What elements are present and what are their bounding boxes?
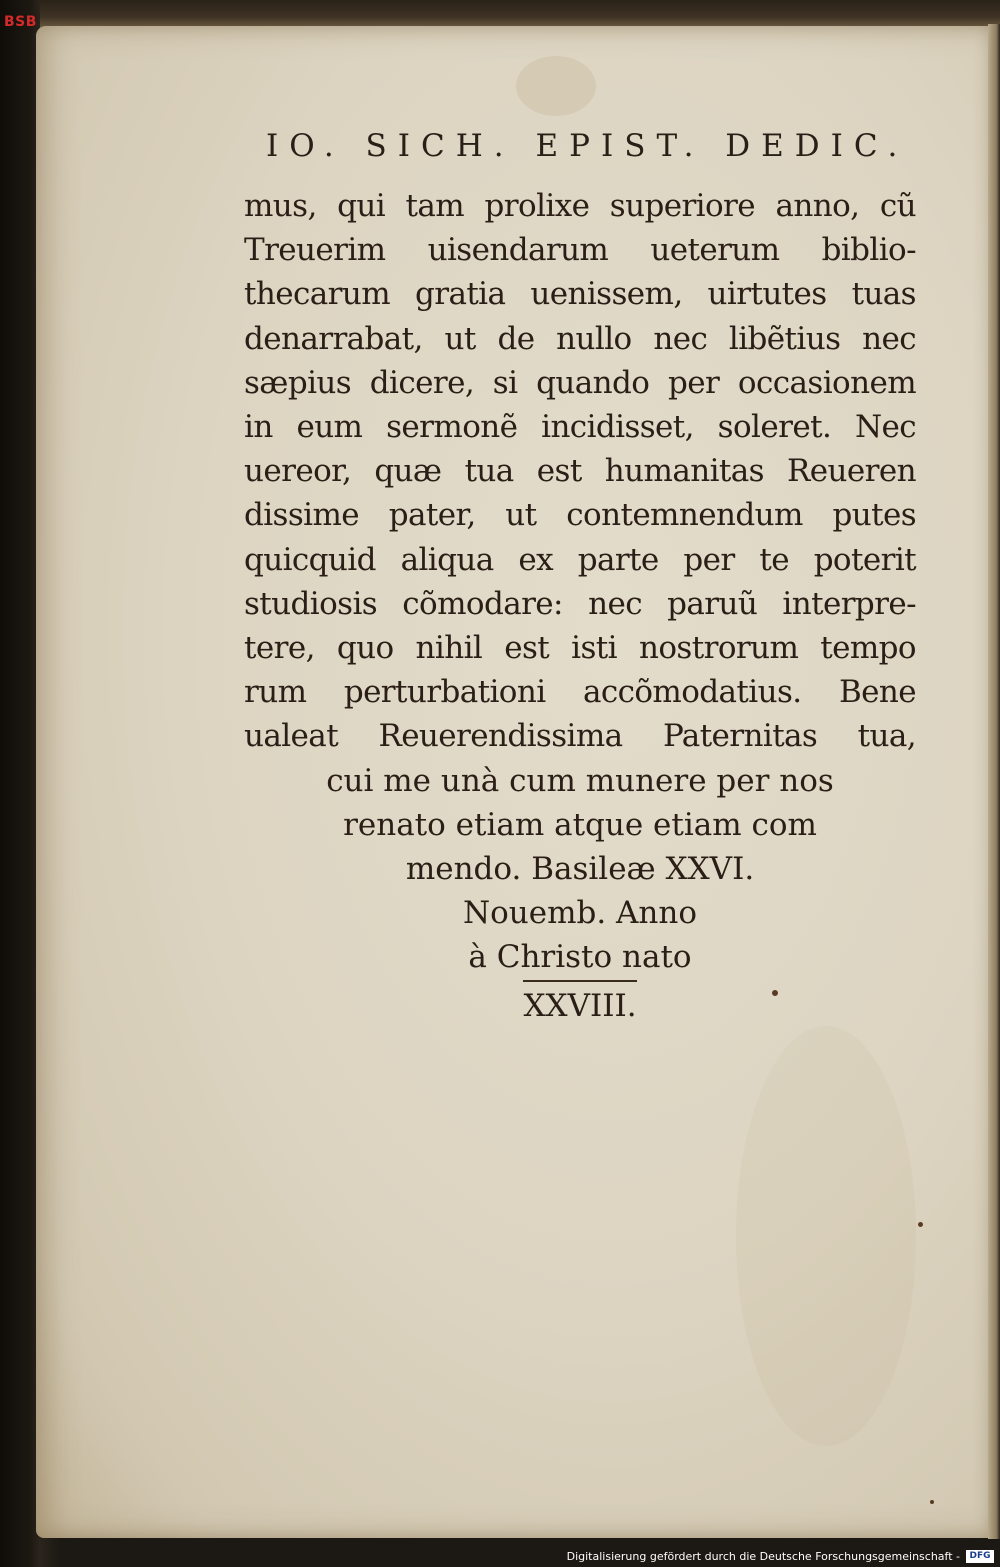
text-line: studiosis cõmodare: nec paruũ interpre- xyxy=(244,585,916,622)
text-line: rum perturbationi accõmodatius. Bene xyxy=(244,674,916,711)
ink-speck xyxy=(772,990,778,996)
running-head: IO. SICH. EPIST. DEDIC. xyxy=(266,128,909,164)
text-line: dissime pater, ut contemnendum putes xyxy=(244,497,916,534)
text-line: uereor, quæ tua est humanitas Reueren xyxy=(244,453,916,490)
bsb-logo: BSB xyxy=(4,14,37,30)
dfg-logo: DFG xyxy=(966,1550,994,1563)
text-line: ualeat Reuerendissima Paternitas tua, xyxy=(244,718,916,755)
closing-date-line: XXVIII. xyxy=(523,980,636,1028)
text-line: thecarum gratia uenissem, uirtutes tuas xyxy=(244,276,916,313)
page-edge xyxy=(988,24,1000,1539)
ink-speck xyxy=(918,1222,923,1227)
closing-line: à Christo nato xyxy=(468,939,692,976)
funding-note: Digitalisierung gefördert durch die Deutsche Forschungsgemeinschaft - xyxy=(566,1550,960,1563)
paper-stain xyxy=(516,56,596,116)
text-line: in eum sermonẽ incidisset, soleret. Nec xyxy=(244,409,916,446)
closing-line: renato etiam atque etiam com xyxy=(343,806,817,843)
closing-line: cui me unà cum munere per nos xyxy=(326,762,834,799)
paper-stain xyxy=(736,1026,916,1446)
ink-speck xyxy=(930,1500,934,1504)
closing-block xyxy=(244,759,916,1028)
text-line: quicquid aliqua ex parte per te poterit xyxy=(244,541,916,578)
text-line: sæpius dicere, si quando per occasionem xyxy=(244,364,916,401)
text-line: Treuerim uisendarum ueterum biblio- xyxy=(244,232,916,269)
book-top-edge xyxy=(40,0,1000,28)
text-line: mus, qui tam prolixe superiore anno, cũ xyxy=(244,188,916,224)
text-line: denarrabat, ut de nullo nec libẽtius nec xyxy=(244,320,916,357)
text-line: tere, quo nihil est isti nostrorum tempo xyxy=(244,630,916,667)
closing-line: mendo. Basileæ XXVI. xyxy=(405,851,755,888)
body-text xyxy=(244,184,916,1028)
closing-line: Nouemb. Anno xyxy=(462,895,698,932)
